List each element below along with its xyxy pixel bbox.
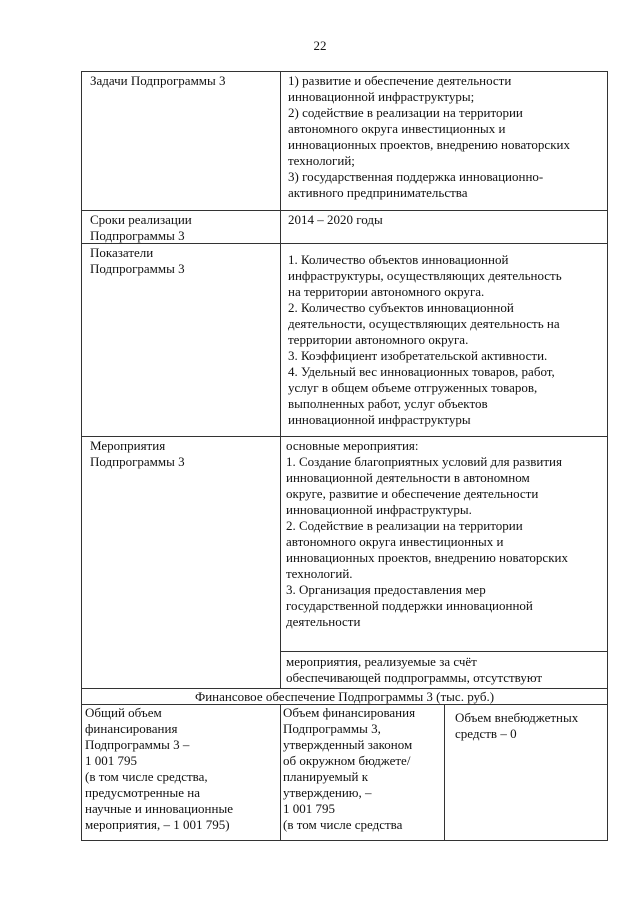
terms-content: 2014 – 2020 годы <box>288 212 383 227</box>
tasks-label: Задачи Подпрограммы 3 <box>90 73 226 88</box>
measures-content: основные мероприятия: 1. Создание благоприятных условий для развития инновационной деятельности в автономном округе, развитие и обеспечение деятельности инновационной инфраструктуры. 2. Содействие в реализации на территории автономного округа инвестиционных и инновационных проектов, внедрению новаторских технологий. 3. Организация предоставления мер государственной поддержки инновационной деятельности <box>286 438 568 629</box>
row-divider <box>81 436 608 437</box>
table-border-right <box>607 71 608 841</box>
table-border-top <box>81 71 608 72</box>
table-border-left <box>81 71 82 841</box>
row-divider <box>280 651 608 652</box>
page-number: 22 <box>313 38 327 53</box>
column-divider <box>280 71 281 688</box>
table-border-bottom <box>81 840 608 841</box>
indicators-label: Показатели Подпрограммы 3 <box>90 245 185 276</box>
financing-budget: Объем финансирования Подпрограммы 3, утвержденный законом об окружном бюджете/ планируемый к утверждению, – 1 001 795 (в том числе средства <box>283 705 416 832</box>
column-divider <box>444 704 445 840</box>
column-divider <box>280 704 281 840</box>
financing-total: Общий объем финансирования Подпрограммы 3 – 1 001 795 (в том числе средства, предусмотренные на научные и инновационные мероприятия, – 1 001 795) <box>85 705 233 832</box>
row-divider <box>81 210 608 211</box>
terms-label: Сроки реализации Подпрограммы 3 <box>90 212 192 243</box>
indicators-content: 1. Количество объектов инновационной инфраструктуры, осуществляющих деятельность на территории автономного округа. 2. Количество субъектов инновационной деятельности, осуществляющих деятельность на территории автономного округа. 3. Коэффициент изобретательской активности. 4. Удельный вес инновационных товаров, работ, услуг в общем объеме отгруженных товаров, выполненных работ, услуг объектов инновационной инфраструктуры <box>288 252 562 427</box>
financing-extrabudget: Объем внебюджетных средств – 0 <box>455 710 579 741</box>
financing-header: Финансовое обеспечение Подпрограммы 3 (тыс. руб.) <box>194 689 495 704</box>
measures-extra: мероприятия, реализуемые за счёт обеспечивающей подпрограммы, отсутствуют <box>286 654 543 685</box>
tasks-content: 1) развитие и обеспечение деятельности инновационной инфраструктуры; 2) содействие в реализации на территории автономного округа инвестиционных и инновационных проектов, внедрению новаторских технологий; 3) государственная поддержка инновационно- активного предпринимательства <box>288 73 570 200</box>
measures-label: Мероприятия Подпрограммы 3 <box>90 438 185 469</box>
